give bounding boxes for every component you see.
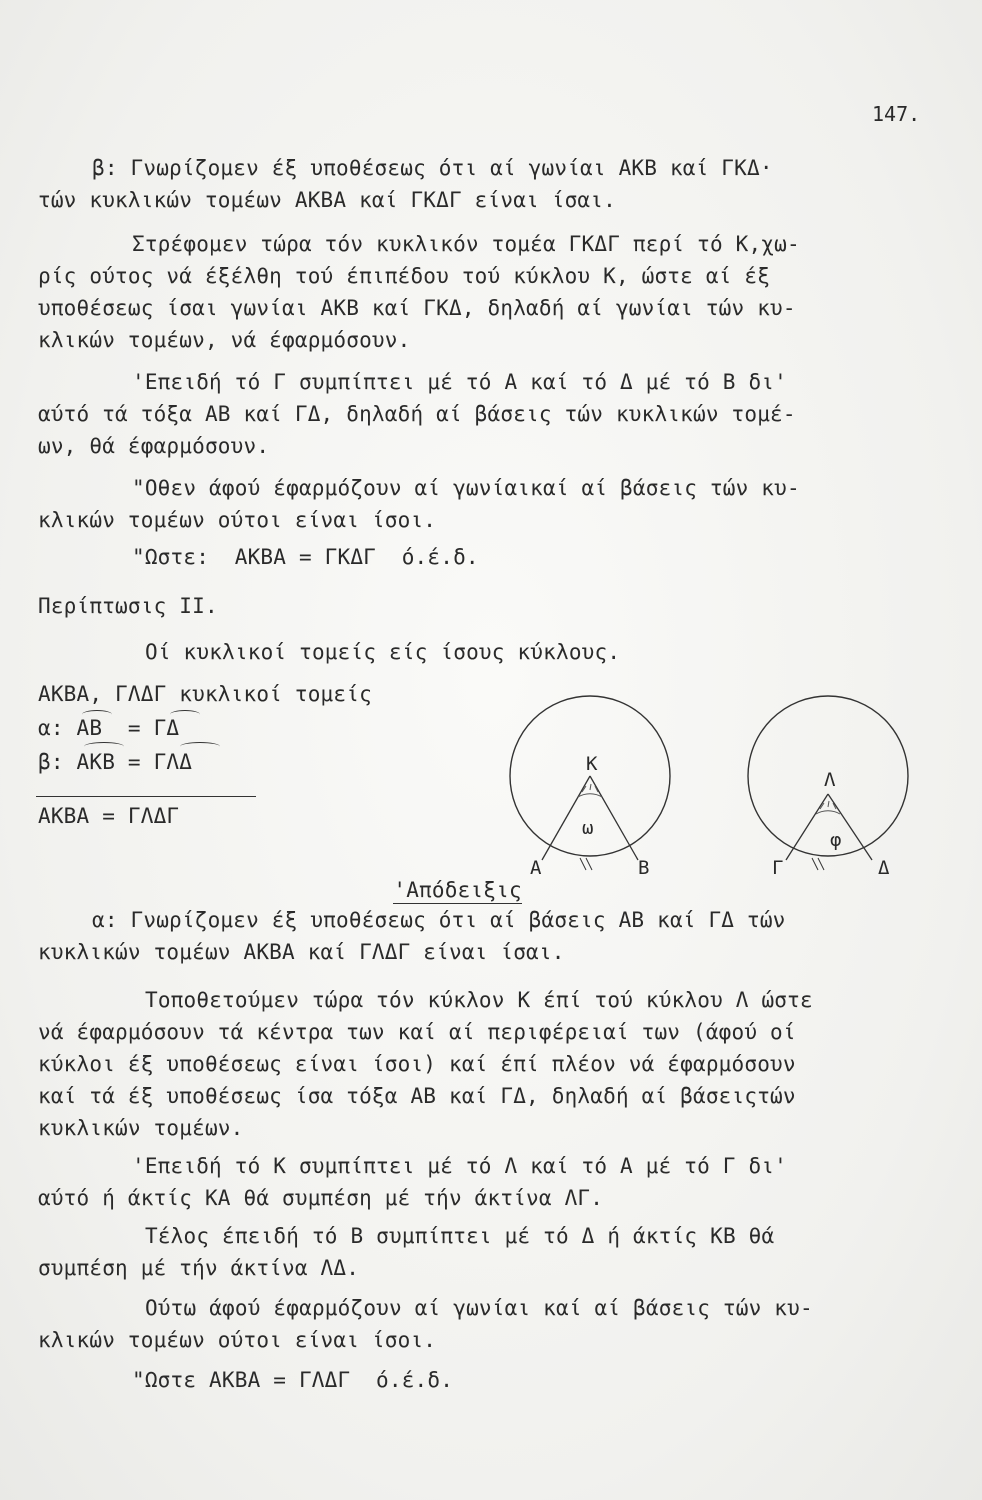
label-phi: φ	[830, 829, 842, 851]
text-line: Τέλος έπειδή τό Β συμπίπτει μέ τό Δ ή άκτίς ΚΒ θά	[145, 1224, 775, 1248]
text-line: ων, θά έφαρμόσουν.	[38, 434, 270, 458]
page-number: 147.	[872, 102, 921, 126]
label-b: Β	[638, 857, 650, 879]
text-line: "Ωστε: ΑΚΒΑ = ΓΚΔΓ ό.έ.δ.	[132, 545, 479, 569]
angle-arc-phi	[816, 811, 840, 814]
section-subheading: Οί κυκλικοί τομείς είς ίσους κύκλους.	[145, 640, 621, 664]
tick-mark	[586, 858, 592, 870]
text-line: κλικών τομέων ούτοι είναι ίσοι.	[38, 1328, 437, 1352]
text-line: αύτό ή άκτίς ΚΑ θά συμπέση μέ τήν άκτίνα ΛΓ.	[38, 1186, 604, 1210]
given-line: α: ΑΒ = ΓΔ	[38, 716, 180, 740]
text-line: Στρέφομεν τώρα τόν κυκλικόν τομέα ΓΚΔΓ περί τό Κ,χω-	[132, 232, 800, 256]
radius-kb	[590, 776, 638, 860]
proof-heading: 'Απόδειξις	[393, 878, 522, 902]
label-g: Γ	[772, 857, 784, 879]
label-k: Κ	[586, 753, 598, 775]
text-line: υποθέσεως ίσαι γωνίαι ΑΚΒ καί ΓΚΔ, δηλαδή αί γωνίαι τών κυ-	[38, 296, 796, 320]
text-line: "Οθεν άφού έφαρμόζουν αί γωνίαικαί αί βάσεις τών κυ-	[132, 476, 800, 500]
text-line: Τοποθετούμεν τώρα τόν κύκλον Κ έπί τού κύκλου Λ ώστε	[145, 988, 813, 1012]
text-line: καί τά έξ υποθέσεως ίσα τόξα ΑΒ καί ΓΔ, δηλαδή αί βάσειςτών	[38, 1084, 796, 1108]
text-line: Ούτω άφού έφαρμόζουν αί γωνίαι καί αί βάσεις τών κυ-	[145, 1296, 813, 1320]
label-d: Δ	[878, 857, 890, 879]
text-line: κλικών τομέων ούτοι είναι ίσοι.	[38, 508, 437, 532]
text-line: β: Γνωρίζομεν έξ υποθέσεως ότι αί γωνίαι ΑΚΒ καί ΓΚΔ·	[92, 156, 773, 180]
radius-lg	[786, 794, 828, 860]
text-line: νά έφαρμόσουν τά κέντρα των καί αί περιφέρειαί των (άφού οί	[38, 1020, 796, 1044]
label-a: Α	[530, 857, 542, 879]
to-prove-line: ΑΚΒΑ = ΓΛΔΓ	[38, 804, 180, 828]
given-line: β: ΑΚΒ = ΓΛΔ	[38, 750, 193, 774]
text-line: κυκλικών τομέων.	[38, 1116, 244, 1140]
text-line: τών κυκλικών τομέων ΑΚΒΑ καί ΓΚΔΓ είναι ίσαι.	[38, 188, 616, 212]
given-line: ΑΚΒΑ, ΓΛΔΓ κυκλικοί τομείς	[38, 682, 372, 706]
text-line: κλικών τομέων, νά έφαρμόσουν.	[38, 328, 411, 352]
text-line: συμπέση μέ τήν άκτίνα ΛΔ.	[38, 1256, 360, 1280]
text-line: ρίς ούτος νά έξέλθη τού έπιπέδου τού κύκλου Κ, ώστε αί έξ	[38, 264, 771, 288]
text-line: κύκλοι έξ υποθέσεως είναι ίσοι) καί έπί πλέον νά έφαρμόσουν	[38, 1052, 796, 1076]
label-omega: ω	[582, 817, 594, 839]
tick-mark	[812, 858, 818, 870]
angle-arc-omega	[578, 794, 602, 797]
text-line: 'Επειδή τό Γ συμπίπτει μέ τό Α καί τό Δ μέ τό Β δι'	[132, 370, 787, 394]
tick-mark	[818, 858, 824, 870]
sector-figure	[490, 690, 930, 890]
tick-mark	[580, 858, 586, 870]
text-line: 'Επειδή τό Κ συμπίπτει μέ τό Λ καί τό Α μέ τό Γ δι'	[132, 1154, 787, 1178]
section-heading: Περίπτωσις ΙΙ.	[38, 594, 218, 618]
label-l: Λ	[824, 769, 836, 791]
text-line: α: Γνωρίζομεν έξ υποθέσεως ότι αί βάσεις ΑΒ καί ΓΔ τών	[92, 908, 786, 932]
text-line: "Ωστε ΑΚΒΑ = ΓΛΔΓ ό.έ.δ.	[132, 1368, 454, 1392]
separator-rule	[36, 796, 256, 797]
text-line: κυκλικών τομέων ΑΚΒΑ καί ΓΛΔΓ είναι ίσαι.	[38, 940, 565, 964]
text-line: αύτό τά τόξα ΑΒ καί ΓΔ, δηλαδή αί βάσεις τών κυκλικών τομέ-	[38, 402, 796, 426]
